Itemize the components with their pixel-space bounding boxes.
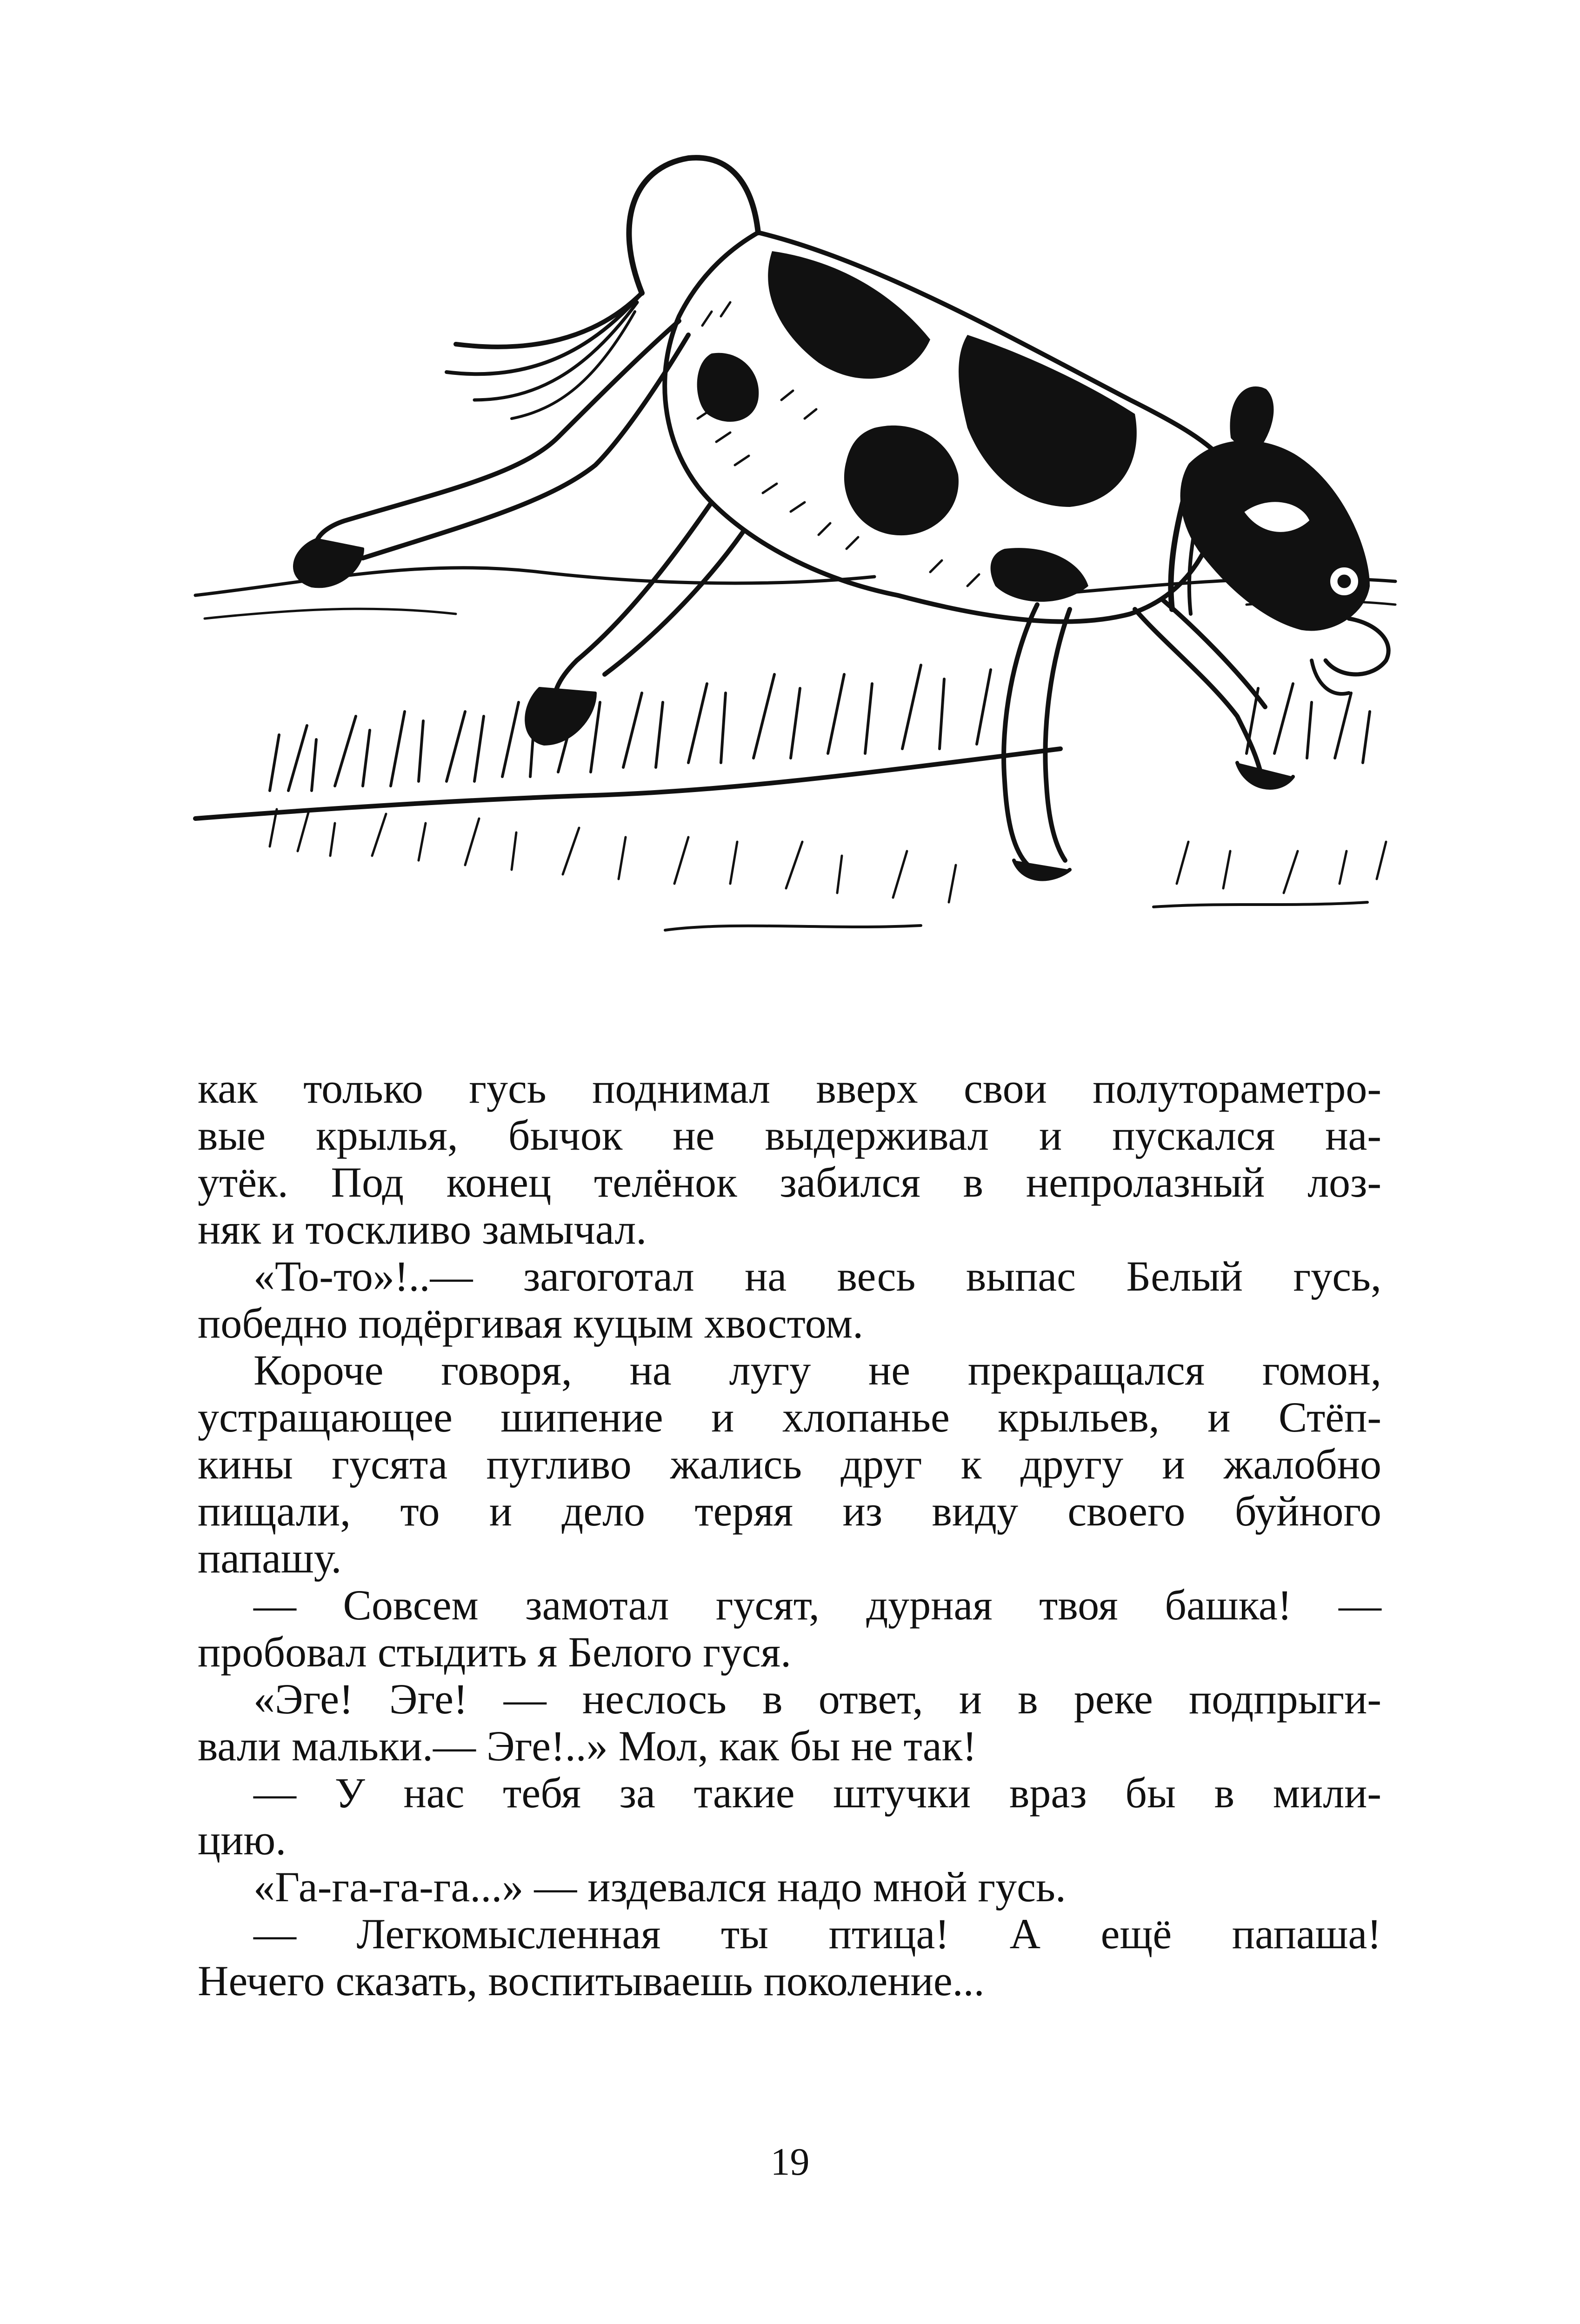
text-line: как только гусь поднимал вверх свои полутораметро- xyxy=(198,1065,1381,1112)
text-line: пробовал стыдить я Белого гуся. xyxy=(198,1628,792,1676)
text-line: вые крылья, бычок не выдерживал и пускался на- xyxy=(198,1112,1381,1159)
text-line: «То-то»!..— загоготал на весь выпас Белый гусь, xyxy=(253,1252,1381,1300)
text-line: — Совсем замотал гусят, дурная твоя башка! — xyxy=(253,1581,1381,1629)
calf-illustration xyxy=(177,140,1409,1000)
text-line: вали мальки.— Эге!..» Мол, как бы не так! xyxy=(198,1722,977,1770)
text-line: «Эге! Эге! — неслось в ответ, и в реке подпрыги- xyxy=(253,1675,1381,1723)
text-line: — У нас тебя за такие штучки враз бы в мили- xyxy=(253,1769,1381,1817)
text-line: кины гусята пугливо жались друг к другу и жалобно xyxy=(198,1440,1381,1488)
text-line: «Га-га-га-га...» — издевался надо мной гусь. xyxy=(253,1863,1066,1911)
body-text xyxy=(198,1065,1381,2004)
text-line: няк и тоскливо замычал. xyxy=(198,1205,647,1253)
text-line: цию. xyxy=(198,1816,287,1864)
text-line: — Легкомысленная ты птица! А ещё папаша! xyxy=(253,1910,1381,1958)
text-line: победно подёргивая куцым хвостом. xyxy=(198,1299,864,1347)
text-line: устращающее шипение и хлопанье крыльев, и Стёп- xyxy=(198,1393,1381,1441)
text-line: утёк. Под конец телёнок забился в непролазный лоз- xyxy=(198,1159,1381,1206)
text-line: пищали, то и дело теряя из виду своего буйного xyxy=(198,1487,1381,1535)
text-line: папашу. xyxy=(198,1534,342,1582)
text-line: Короче говоря, на лугу не прекращался гомон, xyxy=(253,1346,1381,1394)
page-number: 19 xyxy=(770,2140,810,2184)
text-line: Нечего сказать, воспитываешь поколение... xyxy=(198,1957,985,2004)
